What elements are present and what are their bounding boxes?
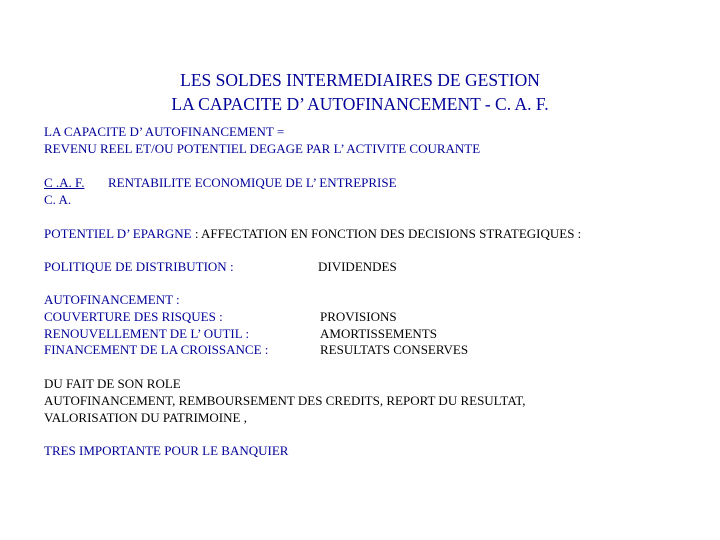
- distribution-label: POLITIQUE DE DISTRIBUTION :: [44, 259, 234, 274]
- autofinancing-row-label: RENOUVELLEMENT DE L’ OUTIL :: [44, 326, 250, 341]
- role-line-1: DU FAIT DE SON ROLE: [44, 376, 181, 391]
- savings-potential: [44, 226, 581, 242]
- autofinancing-row-label: COUVERTURE DES RISQUES :: [44, 309, 223, 324]
- savings-label: POTENTIEL D’ EPARGNE: [44, 226, 192, 241]
- distribution-value: DIVIDENDES: [318, 259, 397, 274]
- role-line-2: AUTOFINANCEMENT, REMBOURSEMENT DES CREDITS, REPORT DU RESULTAT,: [44, 393, 526, 408]
- conclusion: TRES IMPORTANTE POUR LE BANQUIER: [44, 443, 289, 458]
- autofinancing-row-value: PROVISIONS: [320, 309, 397, 324]
- slide-title-line-1: LES SOLDES INTERMEDIAIRES DE GESTION: [180, 70, 540, 90]
- autofinancing-row-value: AMORTISSEMENTS: [320, 326, 437, 341]
- ca-label: C. A.: [44, 192, 72, 207]
- definition-line-1: LA CAPACITE D’ AUTOFINANCEMENT =: [44, 124, 285, 139]
- economic-profitability: RENTABILITE ECONOMIQUE DE L’ ENTREPRISE: [108, 175, 397, 190]
- autofinancing-header: AUTOFINANCEMENT :: [44, 292, 180, 307]
- autofinancing-row-value: RESULTATS CONSERVES: [320, 342, 469, 357]
- autofinancing-row-label: FINANCEMENT DE LA CROISSANCE :: [44, 342, 269, 357]
- savings-separator: :: [191, 226, 201, 241]
- caf-label: C .A. F.: [44, 175, 85, 190]
- role-line-3: VALORISATION DU PATRIMOINE ,: [44, 410, 247, 425]
- slide-title-line-2: LA CAPACITE D’ AUTOFINANCEMENT - C. A. F.: [171, 94, 549, 114]
- savings-text: AFFECTATION EN FONCTION DES DECISIONS STRATEGIQUES :: [200, 226, 582, 241]
- definition-line-2: REVENU REEL ET/OU POTENTIEL DEGAGE PAR L’ ACTIVITE COURANTE: [44, 141, 481, 156]
